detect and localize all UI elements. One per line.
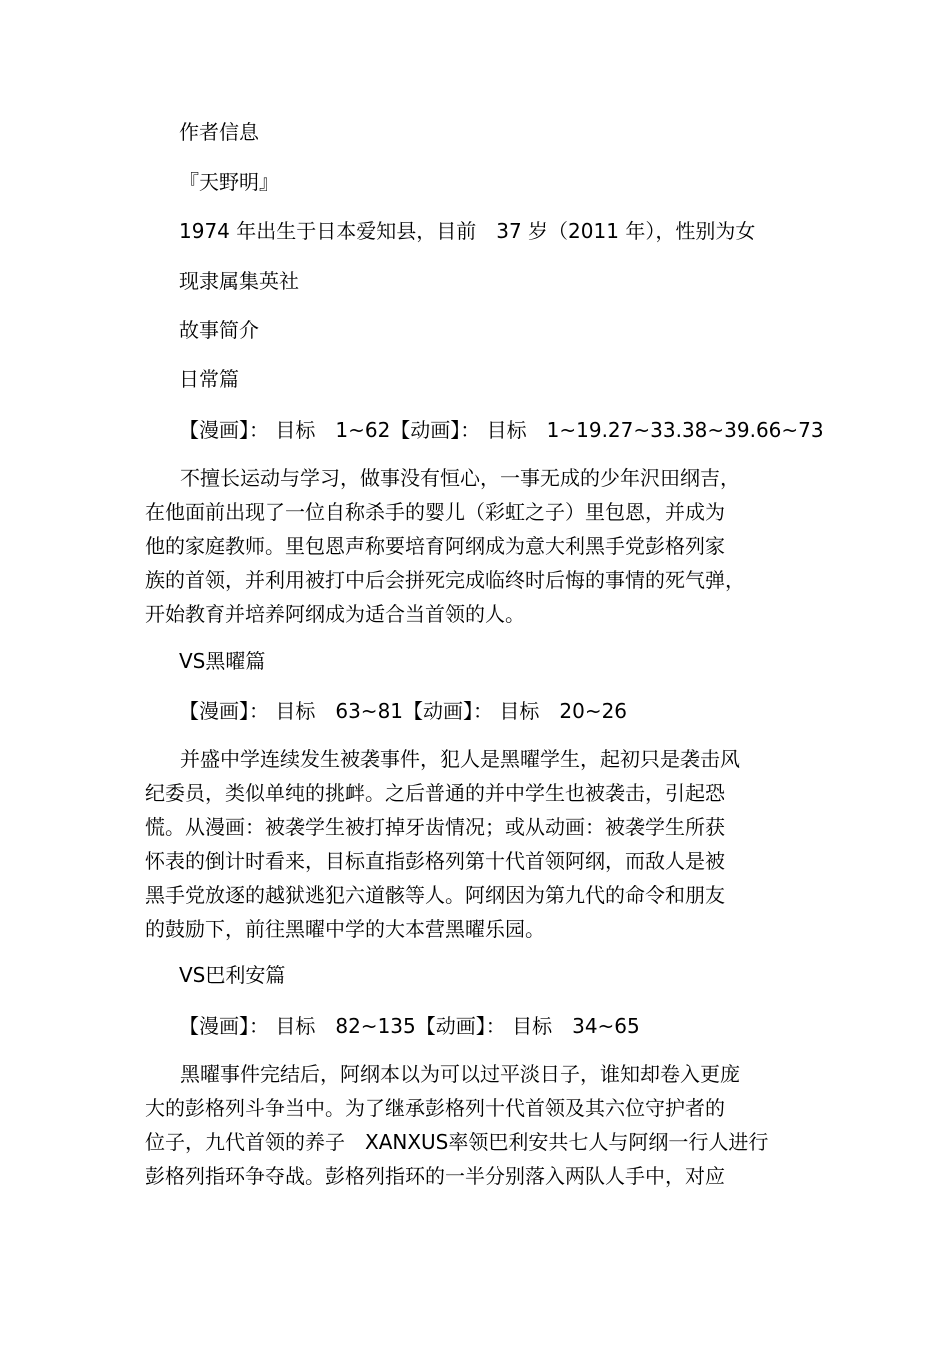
summary-line: 彭格列指环争夺战。彭格列指环的一半分别落入两队人手中，对应 xyxy=(145,1164,725,1188)
author-name: 『天野明』 xyxy=(179,170,279,194)
summary-line: 怀表的倒计时看来，目标直指彭格列第十代首领阿纲，而敌人是被 xyxy=(145,849,725,873)
summary-line: 纪委员，类似单纯的挑衅。之后普通的并中学生也被袭击，引起恐 xyxy=(145,781,725,805)
section-summary xyxy=(145,1057,785,1193)
section-title: VS巴利安篇 xyxy=(179,963,286,987)
summary-line: 在他面前出现了一位自称杀手的婴儿（彩虹之子）里包恩，并成为 xyxy=(145,500,725,524)
section-targets: 【漫画】： 目标 1~62【动画】： 目标 1~19.27~33.38~39.66~73 xyxy=(179,418,824,442)
summary-line: 的鼓励下，前往黑曜中学的大本营黑曜乐园。 xyxy=(145,917,545,941)
summary-line: 他的家庭教师。里包恩声称要培育阿纲成为意大利黑手党彭格列家 xyxy=(145,534,725,558)
section-title: VS黑曜篇 xyxy=(179,649,266,673)
summary-line: 慌。从漫画：被袭学生被打掉牙齿情况；或从动画：被袭学生所获 xyxy=(145,815,725,839)
summary-line: 并盛中学连续发生被袭事件，犯人是黑曜学生，起初只是袭击风 xyxy=(180,747,740,771)
summary-line: 大的彭格列斗争当中。为了继承彭格列十代首领及其六位守护者的 xyxy=(145,1096,725,1120)
section-summary xyxy=(145,742,785,946)
story-heading: 故事简介 xyxy=(179,318,259,342)
section-title: 日常篇 xyxy=(179,367,239,391)
summary-line: 开始教育并培养阿纲成为适合当首领的人。 xyxy=(145,602,525,626)
summary-line: 族的首领，并利用被打中后会拼死完成临终时后悔的事情的死气弹， xyxy=(145,568,745,592)
section-targets: 【漫画】： 目标 82~135【动画】： 目标 34~65 xyxy=(179,1014,640,1038)
section-summary xyxy=(145,461,785,631)
author-bio: 1974 年出生于日本爱知县，目前 37 岁（2011 年），性别为女 xyxy=(179,219,756,243)
summary-line: 不擅长运动与学习，做事没有恒心，一事无成的少年沢田纲吉， xyxy=(180,466,740,490)
author-heading: 作者信息 xyxy=(179,120,259,144)
section-targets: 【漫画】： 目标 63~81【动画】： 目标 20~26 xyxy=(179,699,628,723)
author-employer: 现隶属集英社 xyxy=(179,269,299,293)
summary-line: 黑曜事件完结后，阿纲本以为可以过平淡日子，谁知却卷入更庞 xyxy=(180,1062,740,1086)
summary-line: 黑手党放逐的越狱逃犯六道骸等人。阿纲因为第九代的命令和朋友 xyxy=(145,883,725,907)
summary-line: 位子，九代首领的养子 XANXUS率领巴利安共七人与阿纲一行人进行 xyxy=(145,1130,769,1154)
